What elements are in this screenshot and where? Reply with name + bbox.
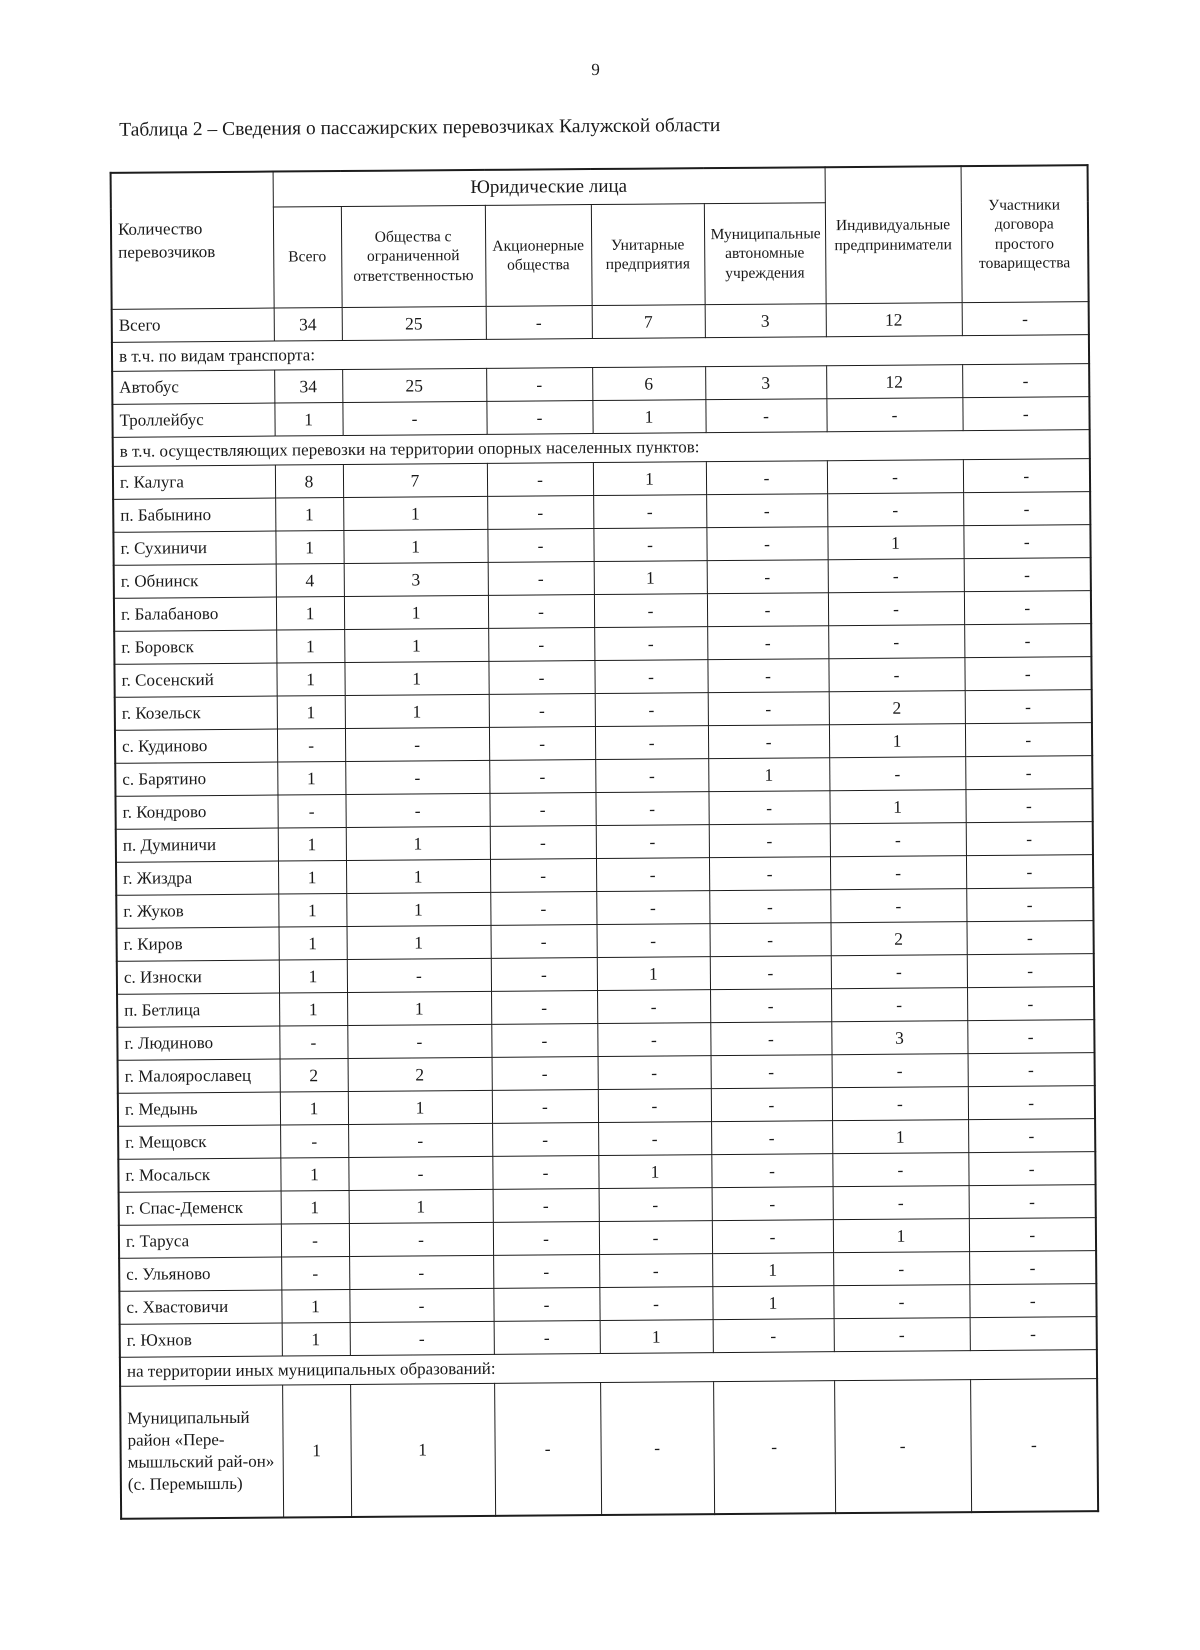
value-cell: - <box>490 892 596 926</box>
value-cell: - <box>488 628 594 662</box>
value-cell: - <box>342 401 486 435</box>
value-cell: - <box>707 659 828 693</box>
value-cell: 1 <box>275 531 343 565</box>
col-header-jsc: Акционерные общества <box>485 205 592 307</box>
value-cell: - <box>593 528 706 562</box>
value-cell: 1 <box>592 400 705 434</box>
value-cell: - <box>596 891 709 925</box>
value-cell: - <box>706 461 827 495</box>
value-cell: 1 <box>281 1190 349 1224</box>
value-cell: - <box>969 1185 1096 1219</box>
value-cell: 1 <box>280 1157 348 1191</box>
value-cell: - <box>599 1188 712 1222</box>
row-label: г. Таруса <box>119 1224 281 1258</box>
section-label: в т.ч. осуществляющих перевозки на территории опорных населенных пунктов: <box>113 430 1090 467</box>
row-label: г. Балабаново <box>114 597 276 631</box>
value-cell: 1 <box>279 992 347 1026</box>
value-cell: - <box>967 1020 1094 1054</box>
row-label: п. Бетлица <box>117 993 279 1027</box>
value-cell: - <box>599 1254 712 1288</box>
value-cell: - <box>486 401 592 435</box>
value-cell: - <box>965 690 1092 724</box>
value-cell: 1 <box>827 526 963 560</box>
value-cell: - <box>492 1123 598 1157</box>
value-cell: - <box>597 1023 710 1057</box>
row-label: с. Кудиново <box>115 729 277 763</box>
value-cell: - <box>594 594 707 628</box>
value-cell: 1 <box>278 894 346 928</box>
value-cell: 1 <box>344 661 488 695</box>
value-cell: 3 <box>705 366 826 400</box>
value-cell: 6 <box>592 367 705 401</box>
value-cell: - <box>829 757 965 791</box>
value-cell: - <box>969 1251 1096 1285</box>
value-cell: - <box>970 1317 1097 1351</box>
value-cell: - <box>280 1124 348 1158</box>
row-label: Автобус <box>112 370 274 404</box>
value-cell: - <box>965 723 1092 757</box>
value-cell: 1 <box>712 1253 833 1287</box>
value-cell: 1 <box>598 1155 711 1189</box>
col-header-total: Всего <box>273 207 342 309</box>
row-label: Муниципальный район «Пере-мышльский рай-он» (с. Перемышль) <box>120 1385 283 1518</box>
value-cell: - <box>489 694 595 728</box>
value-cell: - <box>967 987 1094 1021</box>
value-cell: - <box>707 626 828 660</box>
value-cell: - <box>488 595 594 629</box>
value-cell: 1 <box>712 1286 833 1320</box>
value-cell: - <box>713 1381 835 1514</box>
value-cell: - <box>834 1318 970 1352</box>
value-cell: - <box>706 527 827 561</box>
row-label: с. Хвастовичи <box>119 1290 281 1324</box>
value-cell: - <box>826 398 962 432</box>
value-cell: - <box>828 658 964 692</box>
value-cell: - <box>349 1222 493 1256</box>
value-cell: - <box>345 727 489 761</box>
value-cell: - <box>595 726 708 760</box>
value-cell: 2 <box>829 691 965 725</box>
row-label: г. Кондрово <box>115 795 277 829</box>
value-cell: - <box>966 822 1093 856</box>
value-cell: 1 <box>277 696 345 730</box>
value-cell: - <box>345 793 489 827</box>
value-cell: - <box>595 759 708 793</box>
value-cell: 1 <box>829 724 965 758</box>
value-cell: 1 <box>344 595 488 629</box>
row-label: с. Ульяново <box>119 1257 281 1291</box>
value-cell: - <box>595 693 708 727</box>
value-cell: - <box>831 988 967 1022</box>
value-cell: - <box>710 989 831 1023</box>
value-cell: 2 <box>280 1058 348 1092</box>
value-cell: - <box>831 955 967 989</box>
value-cell: - <box>596 825 709 859</box>
value-cell: - <box>490 859 596 893</box>
value-cell: 1 <box>593 462 706 496</box>
value-cell: - <box>489 760 595 794</box>
value-cell: - <box>494 1321 600 1355</box>
value-cell: 1 <box>347 991 491 1025</box>
value-cell: - <box>709 890 830 924</box>
value-cell: - <box>833 1285 969 1319</box>
row-label: г. Малоярославец <box>118 1059 280 1093</box>
row-label: г. Обнинск <box>114 564 276 598</box>
row-label: г. Сухиничи <box>113 531 275 565</box>
section-label: на территории иных муниципальных образований: <box>120 1350 1097 1387</box>
row-label: с. Износки <box>117 960 279 994</box>
value-cell: - <box>966 855 1093 889</box>
value-cell: - <box>493 1189 599 1223</box>
value-cell: - <box>493 1255 599 1289</box>
value-cell: - <box>827 460 963 494</box>
value-cell: - <box>709 923 830 957</box>
value-cell: 8 <box>275 465 343 499</box>
row-label: п. Бабынино <box>113 498 275 532</box>
value-cell: 7 <box>592 305 705 339</box>
value-cell: - <box>710 956 831 990</box>
value-cell: - <box>963 459 1090 493</box>
value-cell: - <box>487 463 593 497</box>
carriers-table <box>110 164 1100 1519</box>
value-cell: 1 <box>274 403 342 437</box>
value-cell: - <box>828 559 964 593</box>
value-cell: - <box>708 725 829 759</box>
row-label: г. Жуков <box>116 894 278 928</box>
value-cell: 1 <box>833 1219 969 1253</box>
value-cell: - <box>968 1086 1095 1120</box>
value-cell: - <box>965 756 1092 790</box>
value-cell: - <box>707 593 828 627</box>
value-cell: - <box>279 1025 347 1059</box>
value-cell: 1 <box>597 957 710 991</box>
value-cell: - <box>968 1053 1095 1087</box>
value-cell: - <box>597 990 710 1024</box>
value-cell: 25 <box>342 368 486 402</box>
value-cell: - <box>970 1379 1098 1512</box>
value-cell: - <box>281 1223 349 1257</box>
row-label: Троллейбус <box>112 403 274 437</box>
value-cell: 1 <box>278 828 346 862</box>
row-label: с. Барятино <box>115 762 277 796</box>
value-cell: 1 <box>832 1120 968 1154</box>
value-cell: 12 <box>826 365 962 399</box>
value-cell: - <box>491 958 597 992</box>
value-cell: 1 <box>350 1383 495 1516</box>
value-cell: - <box>968 1119 1095 1153</box>
value-cell: - <box>830 889 966 923</box>
table-row <box>120 1379 1098 1519</box>
value-cell: 1 <box>282 1384 351 1517</box>
value-cell: - <box>709 824 830 858</box>
row-label: г. Боровск <box>114 630 276 664</box>
col-header-unitary-enterprises: Унитарные предприятия <box>591 204 705 306</box>
col-header-individual-entrepreneurs: Индивидуальные предприниматели <box>825 166 962 304</box>
value-cell: - <box>491 991 597 1025</box>
value-cell: 1 <box>278 861 346 895</box>
value-cell: - <box>597 924 710 958</box>
value-cell: - <box>963 492 1090 526</box>
value-cell: - <box>712 1220 833 1254</box>
row-label: г. Юхнов <box>120 1323 282 1357</box>
table-header <box>111 165 1089 309</box>
value-cell: - <box>489 793 595 827</box>
value-cell: - <box>598 1056 711 1090</box>
table-body <box>112 302 1098 1519</box>
row-label: г. Спас-Деменск <box>119 1191 281 1225</box>
value-cell: - <box>962 364 1089 398</box>
value-cell: - <box>962 302 1089 336</box>
value-cell: - <box>488 562 594 596</box>
value-cell: - <box>964 591 1091 625</box>
value-cell: - <box>594 660 707 694</box>
value-cell: - <box>493 1288 599 1322</box>
value-cell: - <box>832 1054 968 1088</box>
value-cell: - <box>964 624 1091 658</box>
row-label: г. Мосальск <box>118 1158 280 1192</box>
row-label: г. Козельск <box>115 696 277 730</box>
value-cell: - <box>347 1024 491 1058</box>
value-cell: - <box>599 1287 712 1321</box>
value-cell: 34 <box>274 370 342 404</box>
value-cell: 1 <box>344 628 488 662</box>
value-cell: - <box>277 795 345 829</box>
value-cell: - <box>833 1186 969 1220</box>
value-cell: 1 <box>829 790 965 824</box>
value-cell: 1 <box>276 597 344 631</box>
value-cell: - <box>707 560 828 594</box>
value-cell: - <box>827 493 963 527</box>
value-cell: - <box>708 791 829 825</box>
value-cell: - <box>487 496 593 530</box>
value-cell: - <box>486 306 592 340</box>
value-cell: - <box>595 792 708 826</box>
value-cell: - <box>828 625 964 659</box>
value-cell: - <box>281 1256 349 1290</box>
value-cell: - <box>710 1022 831 1056</box>
value-cell: - <box>834 1380 971 1513</box>
value-cell: - <box>345 760 489 794</box>
value-cell: 1 <box>343 496 487 530</box>
value-cell: 1 <box>277 762 345 796</box>
value-cell: 3 <box>831 1021 967 1055</box>
row-label: г. Сосенский <box>114 663 276 697</box>
value-cell: - <box>706 494 827 528</box>
value-cell: 1 <box>276 630 344 664</box>
value-cell: - <box>492 1057 598 1091</box>
value-cell: - <box>487 529 593 563</box>
value-cell: 1 <box>600 1320 713 1354</box>
value-cell: 1 <box>343 529 487 563</box>
value-cell: 1 <box>348 1090 492 1124</box>
value-cell: - <box>968 1152 1095 1186</box>
value-cell: - <box>488 661 594 695</box>
value-cell: - <box>350 1321 494 1355</box>
value-cell: 4 <box>276 564 344 598</box>
value-cell: 1 <box>349 1189 493 1223</box>
col-header-carriers-count: Количество перевозчиков <box>111 172 274 310</box>
row-label: Всего <box>112 308 274 342</box>
row-label: г. Киров <box>117 927 279 961</box>
table-title: Таблица 2 – Сведения о пассажирских перевозчиках Калужской области <box>119 115 721 141</box>
value-cell: - <box>490 826 596 860</box>
value-cell: - <box>965 789 1092 823</box>
value-cell: 7 <box>343 463 487 497</box>
value-cell: - <box>711 1088 832 1122</box>
value-cell: 3 <box>705 304 826 338</box>
value-cell: 1 <box>346 859 490 893</box>
value-cell: - <box>964 558 1091 592</box>
value-cell: 1 <box>345 694 489 728</box>
row-label: г. Медынь <box>118 1092 280 1126</box>
value-cell: 1 <box>282 1322 350 1356</box>
value-cell: - <box>830 823 966 857</box>
value-cell: - <box>492 1156 598 1190</box>
col-group-legal-entities: Юридические лица <box>273 167 825 207</box>
value-cell: 25 <box>342 306 486 340</box>
row-label: г. Мещовск <box>118 1125 280 1159</box>
value-cell: - <box>711 1055 832 1089</box>
value-cell: - <box>492 1090 598 1124</box>
value-cell: - <box>599 1221 712 1255</box>
row-label: г. Жиздра <box>116 861 278 895</box>
value-cell: 1 <box>281 1289 349 1323</box>
value-cell: - <box>833 1252 969 1286</box>
value-cell: - <box>705 399 826 433</box>
value-cell: - <box>491 1024 597 1058</box>
page-number: 9 <box>591 59 601 80</box>
value-cell: - <box>600 1382 714 1515</box>
value-cell: - <box>712 1187 833 1221</box>
value-cell: - <box>596 858 709 892</box>
value-cell: - <box>830 856 966 890</box>
value-cell: - <box>832 1153 968 1187</box>
value-cell: - <box>598 1122 711 1156</box>
value-cell: - <box>493 1222 599 1256</box>
value-cell: 3 <box>344 562 488 596</box>
value-cell: 1 <box>346 826 490 860</box>
value-cell: 1 <box>276 663 344 697</box>
value-cell: 1 <box>594 561 707 595</box>
value-cell: 2 <box>830 922 966 956</box>
row-label: г. Калуга <box>113 465 275 499</box>
value-cell: - <box>962 397 1089 431</box>
value-cell: - <box>486 368 592 402</box>
value-cell: - <box>969 1218 1096 1252</box>
value-cell: - <box>969 1284 1096 1318</box>
value-cell: 12 <box>826 303 962 337</box>
value-cell: - <box>709 857 830 891</box>
value-cell: - <box>966 921 1093 955</box>
value-cell: - <box>594 627 707 661</box>
value-cell: - <box>967 954 1094 988</box>
value-cell: 1 <box>275 498 343 532</box>
row-label: п. Думиничи <box>116 828 278 862</box>
value-cell: 2 <box>348 1057 492 1091</box>
col-header-municipal-autonomous: Муниципальные автономные учреждения <box>704 203 826 305</box>
value-cell: - <box>349 1288 493 1322</box>
value-cell: 1 <box>279 959 347 993</box>
value-cell: - <box>494 1383 601 1516</box>
value-cell: 1 <box>708 758 829 792</box>
row-label: г. Людиново <box>117 1026 279 1060</box>
value-cell: - <box>828 592 964 626</box>
value-cell: - <box>491 925 597 959</box>
value-cell: - <box>348 1123 492 1157</box>
value-cell: - <box>832 1087 968 1121</box>
value-cell: 1 <box>347 925 491 959</box>
value-cell: - <box>708 692 829 726</box>
value-cell: - <box>966 888 1093 922</box>
value-cell: - <box>963 525 1090 559</box>
value-cell: 1 <box>346 892 490 926</box>
value-cell: - <box>489 727 595 761</box>
value-cell: - <box>713 1319 834 1353</box>
value-cell: - <box>964 657 1091 691</box>
col-header-partnership-participants: Участники договора простого товарищества <box>961 165 1089 302</box>
value-cell: - <box>598 1089 711 1123</box>
value-cell: - <box>593 495 706 529</box>
section-label: в т.ч. по видам транспорта: <box>112 335 1089 372</box>
value-cell: - <box>349 1255 493 1289</box>
value-cell: - <box>711 1121 832 1155</box>
value-cell: 34 <box>274 308 342 342</box>
value-cell: - <box>277 729 345 763</box>
value-cell: - <box>711 1154 832 1188</box>
value-cell: - <box>348 1156 492 1190</box>
value-cell: 1 <box>280 1091 348 1125</box>
value-cell: - <box>347 958 491 992</box>
value-cell: 1 <box>279 927 347 961</box>
col-header-llc: Общества с ограниченной ответственностью <box>341 205 486 307</box>
